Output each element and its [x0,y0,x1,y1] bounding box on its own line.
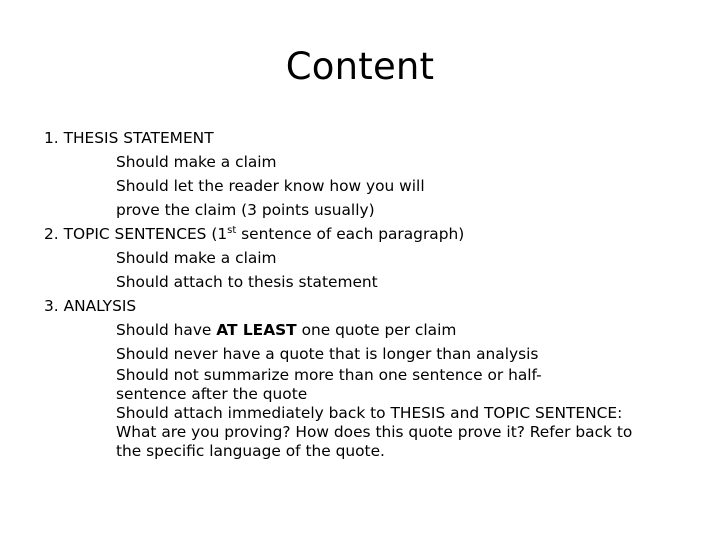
analysis-point-attach-line2: What are you proving? How does this quote prove it? Refer back to [116,423,633,441]
section-heading-topic-sentences [44,222,684,246]
slide-body [44,126,684,461]
analysis-point-quote-start: Should have [116,321,217,339]
topic-heading-text-end: sentence of each paragraph) [236,225,465,243]
analysis-point-summarize-line1: Should not summarize more than one sentence or half- [116,366,542,384]
section-heading-analysis: 3. ANALYSIS [44,297,137,315]
analysis-point-attach-line1: Should attach immediately back to THESIS and TOPIC SENTENCE: [116,404,623,422]
analysis-point-quote-end: one quote per claim [296,321,457,339]
topic-heading-text-start: 2. TOPIC SENTENCES (1 [44,225,228,243]
topic-point-claim: Should make a claim [116,249,277,267]
thesis-point-reader-line1: Should let the reader know how you will [116,177,425,195]
analysis-point-length: Should never have a quote that is longer than analysis [116,345,539,363]
section-heading-thesis: 1. THESIS STATEMENT [44,129,214,147]
analysis-point-summarize-line2: sentence after the quote [116,385,308,403]
thesis-point-reader-line2: prove the claim (3 points usually) [116,201,375,219]
thesis-point-claim: Should make a claim [116,153,277,171]
topic-point-attach: Should attach to thesis statement [116,273,378,291]
analysis-point-quote [44,318,684,342]
analysis-point-attach-line3: the specific language of the quote. [116,442,385,460]
analysis-point-emphasis: AT LEAST [216,321,297,339]
topic-heading-superscript: st [227,224,237,236]
slide-title: Content [285,45,435,88]
